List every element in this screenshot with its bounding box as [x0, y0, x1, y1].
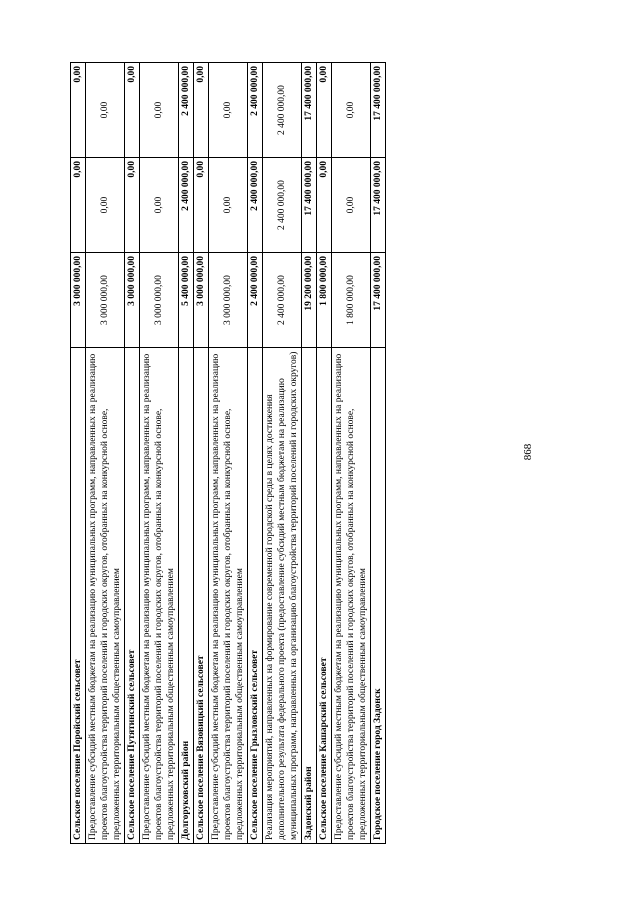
- amount-cell-2: 0,00: [125, 158, 140, 253]
- amount-cell-3: 0,00: [317, 63, 332, 158]
- row-name-cell: Долгоруковский район: [179, 348, 194, 844]
- row-name-cell: Предоставление субсидий местным бюджетам на реализацию муниципальных программ, направленных на реализацию проектов благоустройства территорий поселений и городских округов, отобранных на конкурсной основе, предложенных территориальным общественным самоуправлением: [140, 348, 179, 844]
- amount-cell-3: 0,00: [332, 63, 371, 158]
- row-name-cell: Задонский район: [302, 348, 317, 844]
- amount-cell-2: 0,00: [140, 158, 179, 253]
- row-name-cell: Сельское поселение Вязовицкий сельсовет: [194, 348, 209, 844]
- amount-cell-2: 2 400 000,00: [263, 158, 302, 253]
- amount-cell-3: 0,00: [71, 63, 86, 158]
- table-row: [263, 63, 302, 844]
- amount-cell-1: 2 400 000,00: [263, 253, 302, 348]
- amount-cell-2: 0,00: [194, 158, 209, 253]
- table-row: [86, 63, 125, 844]
- table-group-row: [248, 63, 263, 844]
- page-number: 868: [522, 443, 534, 461]
- amount-cell-2: 0,00: [71, 158, 86, 253]
- amount-cell-3: 0,00: [194, 63, 209, 158]
- amount-cell-2: 2 400 000,00: [248, 158, 263, 253]
- row-name-cell: Сельское поселение Поройский сельсовет: [71, 348, 86, 844]
- row-name-cell: Реализация мероприятий, направленных на формирование современной городской среды в целях достижения дополнительного результата федерального проекта (предоставление субсидий местным бюджетам на реализацию муниципальных программ, направленных на организацию благоустройства территорий поселений и городских округов): [263, 348, 302, 844]
- table-group-row: [125, 63, 140, 844]
- amount-cell-1: 3 000 000,00: [209, 253, 248, 348]
- row-name-cell: Сельское поселение Путятинский сельсовет: [125, 348, 140, 844]
- amount-cell-1: 3 000 000,00: [86, 253, 125, 348]
- row-name-cell: Предоставление субсидий местным бюджетам на реализацию муниципальных программ, направленных на реализацию проектов благоустройства территорий поселений и городских округов, отобранных на конкурсной основе, предложенных территориальным общественным самоуправлением: [332, 348, 371, 844]
- amount-cell-3: 2 400 000,00: [263, 63, 302, 158]
- amount-cell-2: 0,00: [209, 158, 248, 253]
- budget-table: [70, 62, 386, 844]
- row-name-cell: Городское поселение город Задонск: [371, 348, 386, 844]
- amount-cell-1: 3 000 000,00: [71, 253, 86, 348]
- table-row: [209, 63, 248, 844]
- amount-cell-2: 0,00: [317, 158, 332, 253]
- rotated-table-sheet: [70, 62, 586, 844]
- amount-cell-1: 17 400 000,00: [371, 253, 386, 348]
- amount-cell-1: 1 800 000,00: [317, 253, 332, 348]
- row-name-cell: Предоставление субсидий местным бюджетам на реализацию муниципальных программ, направленных на реализацию проектов благоустройства территорий поселений и городских округов, отобранных на конкурсной основе, предложенных территориальным общественным самоуправлением: [209, 348, 248, 844]
- amount-cell-1: 19 200 000,00: [302, 253, 317, 348]
- amount-cell-2: 17 400 000,00: [371, 158, 386, 253]
- row-name-cell: Сельское поселение Кашарский сельсовет: [317, 348, 332, 844]
- amount-cell-1: 5 400 000,00: [179, 253, 194, 348]
- amount-cell-1: 1 800 000,00: [332, 253, 371, 348]
- table-group-row: [194, 63, 209, 844]
- amount-cell-1: 3 000 000,00: [194, 253, 209, 348]
- table-group-row: [317, 63, 332, 844]
- amount-cell-2: 2 400 000,00: [179, 158, 194, 253]
- amount-cell-3: 0,00: [125, 63, 140, 158]
- amount-cell-3: 0,00: [86, 63, 125, 158]
- amount-cell-3: 17 400 000,00: [371, 63, 386, 158]
- amount-cell-3: 2 400 000,00: [179, 63, 194, 158]
- amount-cell-1: 2 400 000,00: [248, 253, 263, 348]
- amount-cell-3: 0,00: [209, 63, 248, 158]
- row-name-cell: Сельское поселение Грызловский сельсовет: [248, 348, 263, 844]
- amount-cell-1: 3 000 000,00: [125, 253, 140, 348]
- row-name-cell: Предоставление субсидий местным бюджетам на реализацию муниципальных программ, направленных на реализацию проектов благоустройства территорий поселений и городских округов, отобранных на конкурсной основе, предложенных территориальным общественным самоуправлением: [86, 348, 125, 844]
- amount-cell-1: 3 000 000,00: [140, 253, 179, 348]
- amount-cell-3: 0,00: [140, 63, 179, 158]
- table-group-row: [371, 63, 386, 844]
- table-group-row: [302, 63, 317, 844]
- amount-cell-2: 0,00: [332, 158, 371, 253]
- amount-cell-2: 0,00: [86, 158, 125, 253]
- table-group-row: [179, 63, 194, 844]
- amount-cell-2: 17 400 000,00: [302, 158, 317, 253]
- table-group-row: [71, 63, 86, 844]
- amount-cell-3: 17 400 000,00: [302, 63, 317, 158]
- table-row: [332, 63, 371, 844]
- amount-cell-3: 2 400 000,00: [248, 63, 263, 158]
- table-row: [140, 63, 179, 844]
